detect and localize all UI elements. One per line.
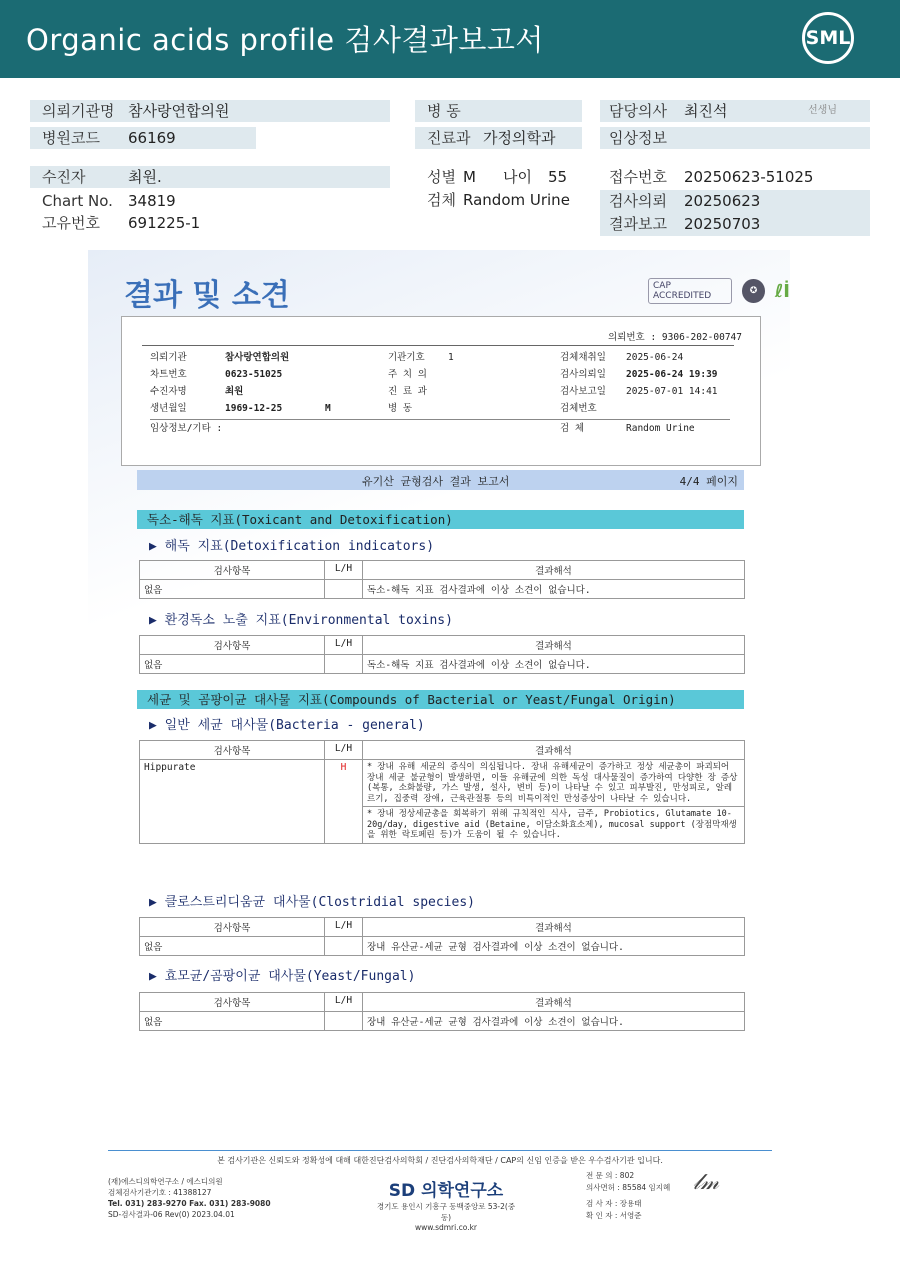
sd-logo: SD 의학연구소 — [388, 1181, 504, 1201]
patient-summary-box — [121, 316, 761, 466]
sub-detox: ▶ 해독 지표(Detoxification indicators) — [149, 539, 435, 554]
sub-bacteria-general: ▶ 일반 세균 대사물(Bacteria - general) — [149, 718, 425, 733]
footer — [108, 1150, 772, 1230]
request-no: 의뢰번호 : 9306-202-00747 — [608, 332, 742, 343]
section-bacterial: 세균 및 곰팡이균 대사물 지표(Compounds of Bacterial or Yeast/Fungal Origin) — [137, 690, 744, 709]
signature-icon: 𝓁𝓂 — [693, 1170, 719, 1195]
cap-badge-icon: CAP ACCREDITED — [648, 278, 732, 304]
patient-row: 수진자 최원. — [30, 166, 390, 188]
sub-clostridial: ▶ 클로스트리디움균 대사물(Clostridial species) — [149, 895, 475, 910]
header-bar — [0, 0, 900, 78]
footer-left: (재)에스디의학연구소 / 에스디의원 검체검사기관기호 : 41388127 Tel. 031) 283-9270 Fax. 031) 283-9080 SD-검사결과-06 Rev(0) 2023.04.01 — [108, 1177, 271, 1219]
clinical-row: 임상정보 — [600, 127, 870, 149]
sub-yeast-fungal: ▶ 효모균/곰팡이균 대사물(Yeast/Fungal) — [149, 969, 416, 984]
request-report-row: 검사의뢰 20250623 결과보고 20250703 — [600, 190, 870, 236]
chart-row: Chart No. 34819 — [42, 192, 176, 210]
report-document — [88, 250, 790, 1080]
sml-logo: SML — [802, 12, 854, 64]
dept-row: 진료과 가정의학과 — [415, 127, 582, 149]
footer-signers: 전 문 의 : 802 의사면허 : 85584 임지혜 검 사 자 : 장용태 확 인 자 : 서영준 — [586, 1171, 671, 1220]
receipt-row: 접수번호 20250623-51025 — [609, 168, 814, 186]
seal-icon: ✪ — [742, 279, 765, 303]
lab-logo-icon: ℓİ — [774, 280, 790, 302]
report-main-bar: 유기산 균형검사 결과 보고서 4/4 페이지 — [137, 470, 744, 490]
ward-row: 병 동 — [415, 100, 582, 122]
doctor-row: 담당의사 최진석 선생님 — [600, 100, 870, 122]
section-toxicant: 독소-해독 지표(Toxicant and Detoxification) — [137, 510, 744, 529]
page-title: Organic acids profile 검사결과보고서 — [26, 23, 544, 57]
institution-row: 의뢰기관명 참사랑연합의원 — [30, 100, 390, 122]
uid-row: 고유번호 691225-1 — [42, 214, 201, 232]
hippurate-item: Hippurate — [140, 760, 325, 844]
specimen-row: 검체 Random Urine — [427, 191, 570, 209]
hippurate-flag: H — [325, 760, 363, 844]
summary-grid: 의뢰기관 참사랑연합의원 기관기호 1 검체채취일 2025-06-24 차트번호 0623-51025 주 치 의 검사의뢰일 2025-06-24 19:39 수진자명 최원 진 료 과 검사보고일 2025-07-01 14:41 생년월일 1969-12-25 M 병 동 검체번호 임상정보/기타 : 검 체 Random Urine — [150, 349, 730, 436]
sub-environmental: ▶ 환경독소 노출 지표(Environmental toxins) — [149, 613, 453, 628]
hospital-code-row: 병원코드 66169 — [30, 127, 256, 149]
sex-age-row: 성별 M 나이 55 — [427, 168, 568, 186]
footer-notice: 본 검사기관은 신뢰도와 정확성에 대해 대한진단검사의학회 / 진단검사의학재단 / CAP의 신임 인증을 받은 우수검사기관 입니다. — [108, 1150, 772, 1166]
footer-brand: SD 의학연구소 경기도 용인시 기흥구 동백중앙로 53-2(중동) www.sdmri.co.kr — [376, 1176, 516, 1232]
table-environmental: 검사항목 L/H 결과해석 없음 독소-해독 지표 검사결과에 이상 소견이 없습니다. — [139, 635, 745, 674]
certifications — [648, 278, 790, 304]
table-detox: 검사항목 L/H 결과해석 없음 독소-해독 지표 검사결과에 이상 소견이 없습니다. — [139, 560, 745, 599]
table-bacteria-general: 검사항목 L/H 결과해석 Hippurate H * 장내 유해 세균의 증식이 의심됩니다. 장내 유해세균이 증가하고 정상 세균총이 파괴되어 장내 세균 불균형이 발생하면, 이들 유해균에 의한 독성 대사물질이 증가하여 다양한 장 증상(복통, 소화불량, 가스 발생, 설사, 변비 등)이 나타날 수 있고 피부발진, 만성피로, 알레르기, 집중력 장애, 근육관절통 등의 비특이적인 만성증상이 나타날 수 있습니다. * 장내 정상세균총을 회복하기 위해 규칙적인 식사, 금주, Probiotics, Glutamate 10-20g/day, digestive aid (Betaine, 이담소화효소제), mucosal support (장점막재생을 위한 락토페린 등)가 도움이 될 수 있습니다. — [139, 740, 745, 844]
report-title: 결과 및 소견 — [124, 278, 290, 313]
table-clostridial: 검사항목 L/H 결과해석 없음 장내 유산균-세균 균형 검사결과에 이상 소견이 없습니다. — [139, 917, 745, 956]
table-yeast-fungal: 검사항목 L/H 결과해석 없음 장내 유산균-세균 균형 검사결과에 이상 소견이 없습니다. — [139, 992, 745, 1031]
